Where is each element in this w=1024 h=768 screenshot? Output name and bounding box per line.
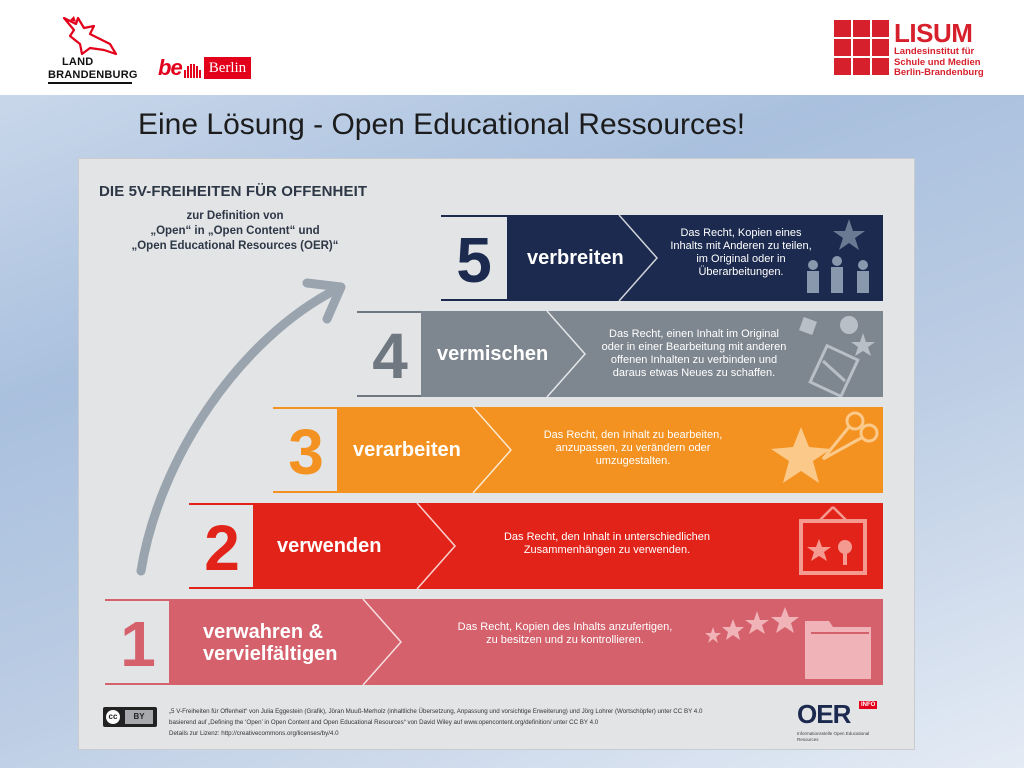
level-label: vermischen [437, 343, 549, 365]
level-number: 3 [273, 407, 339, 493]
level-4 [357, 311, 883, 397]
level-label: verwahren & vervielfältigen [203, 621, 338, 665]
oer-info-logo [797, 699, 887, 743]
level-label: verbreiten [527, 247, 624, 269]
lisum-line2: Schule und Medien [894, 56, 981, 68]
lisum-grid-icon [834, 20, 890, 76]
level-description: Das Recht, den Inhalt zu bearbeiten, anzupassen, zu verändern oder umzugestalten. [543, 429, 723, 467]
infographic-panel [78, 158, 915, 750]
brandenburg-line2: BRANDENBURG [48, 69, 138, 81]
oer-logo-text: OER [797, 699, 851, 729]
picture-frame-icon [787, 503, 877, 589]
lisum-line3: Berlin-Brandenburg [894, 67, 984, 78]
brandenburg-line1: LAND [62, 56, 94, 68]
level-description: Das Recht, Kopien eines Inhalts mit Anderen zu teilen, im Original oder in Überarbeitungen. [670, 227, 812, 278]
infographic-title: DIE 5V-FREIHEITEN FÜR OFFENHEIT [99, 183, 368, 200]
credit-line: basierend auf „Defining the ‘Open’ in Open Content and Open Educational Resources“ von David Wiley auf www.opencontent.org/definition/ unter CC BY 4.0 [169, 719, 599, 726]
lisum-name: LISUM [894, 18, 973, 48]
cc-badge-cc: cc [106, 710, 120, 724]
credit-text [169, 706, 702, 739]
lisum-line1: Landesinstitut für [894, 46, 975, 57]
chevron-right-icon [361, 599, 421, 685]
level-description: Das Recht, den Inhalt in unterschiedlichen Zusammenhängen zu verwenden. [503, 531, 711, 556]
subtitle-line: „Open“ in „Open Content“ und [150, 225, 320, 237]
level-label: verarbeiten [353, 439, 461, 461]
cc-badge-by: BY [125, 710, 153, 724]
chevron-right-icon [471, 407, 531, 493]
level-number: 5 [441, 215, 507, 301]
lisum-logo [834, 20, 994, 80]
lisum-subtitle [894, 47, 1004, 79]
stars-folder-icon [701, 599, 881, 685]
oer-logo-tagline: Informationsstelle Open Educational Resources [797, 731, 870, 742]
eagle-icon [60, 14, 120, 58]
level-number: 1 [105, 599, 171, 685]
level-description: Das Recht, einen Inhalt im Original oder in einer Bearbeitung mit anderen offenen Inhalten zu verbinden und daraus etwas Neues zu schaffen. [601, 328, 787, 379]
brandenburg-logo [48, 14, 138, 86]
slide-title: Eine Lösung - Open Educational Ressources! [138, 108, 746, 141]
oer-logo-info: INFO [861, 702, 876, 708]
level-label: verwenden [277, 535, 382, 557]
subtitle-line: „Open Educational Resources (OER)“ [131, 240, 339, 252]
credit-line: Details zur Lizenz: http://creativecommons.org/licenses/by/4.0 [169, 730, 339, 737]
level-3 [273, 407, 883, 493]
cc-by-license-badge[interactable] [103, 707, 157, 727]
level-description: Das Recht, Kopien des Inhalts anzufertigen, zu besitzen und zu kontrollieren. [457, 621, 673, 646]
level-number: 2 [189, 503, 255, 589]
credit-line: „5 V-Freiheiten für Offenheit“ von Julia Eggestein (Grafik), Jöran Muuß-Merholz (inhaltliche Übersetzung, Anpassung und vorsichtige Erweiterung) und Jörg Lohrer (Wortschöpfer) unter CC BY 4.0 [169, 708, 703, 715]
level-5 [441, 215, 883, 301]
level-1 [105, 599, 883, 685]
people-star-icon [793, 215, 883, 301]
mix-shapes-icon [787, 311, 877, 397]
level-2 [189, 503, 883, 589]
berlin-be: be [158, 55, 182, 80]
star-scissors-icon [761, 407, 881, 493]
brandenburg-rule [48, 82, 132, 84]
brandenburg-gate-icon [184, 58, 201, 78]
infographic-subtitle [125, 209, 345, 254]
berlin-name: Berlin [204, 57, 252, 79]
level-number: 4 [357, 311, 423, 397]
subtitle-line: zur Definition von [186, 210, 284, 222]
berlin-logo [158, 56, 251, 80]
